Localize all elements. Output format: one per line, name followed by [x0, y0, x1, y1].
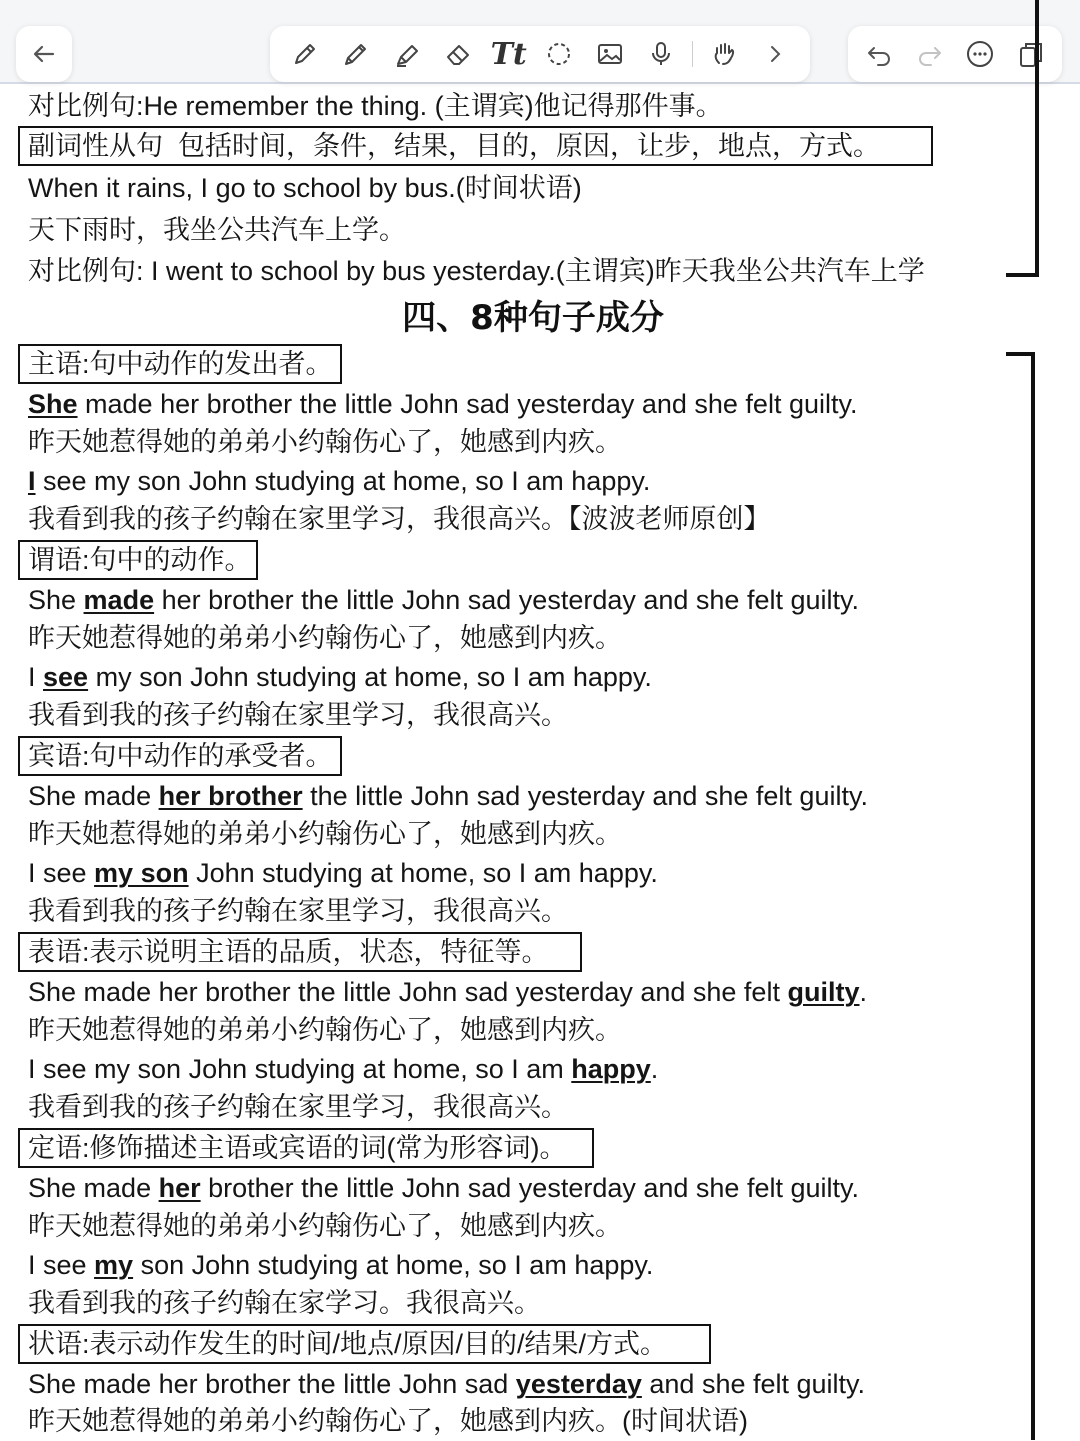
- predicative-example-2: I see my son John studying at home, so I am happy.: [28, 1054, 659, 1084]
- pencil-icon[interactable]: [336, 34, 376, 74]
- comparison-example-2: 对比例句: I went to school by bus yesterday.(主谓宾)昨天我坐公共汽车上学: [28, 256, 925, 286]
- text-icon[interactable]: [489, 34, 529, 74]
- pages-icon[interactable]: [1011, 34, 1051, 74]
- predicate-example-1: She made her brother the little John sad yesterday and she felt guilty.: [28, 585, 859, 615]
- eraser-icon[interactable]: [438, 34, 478, 74]
- adverbial-title: 状语:表示动作发生的时间/地点/原因/目的/结果/方式。: [28, 1329, 668, 1359]
- subject-translation-1: 昨天她惹得她的弟弟小约翰伤心了，她感到内疚。: [28, 427, 622, 457]
- chevron-right-icon[interactable]: [755, 34, 795, 74]
- attributive-title: 定语:修饰描述主语或宾语的词(常为形容词)。: [28, 1133, 567, 1163]
- highlight-word: my son: [94, 858, 189, 888]
- predicate-title: 谓语:句中的动作。: [28, 545, 252, 575]
- highlight-word: yesterday: [515, 1369, 642, 1399]
- example-chinese: 天下雨时，我坐公共汽车上学。: [28, 215, 406, 245]
- predicative-translation-2: 我看到我的孩子约翰在家里学习，我很高兴。: [28, 1092, 568, 1122]
- bracket-mark-bottom-head: [1006, 352, 1035, 356]
- object-example-1: She made her brother the little John sad yesterday and she felt guilty.: [28, 781, 868, 811]
- undo-icon[interactable]: [859, 34, 899, 74]
- microphone-icon[interactable]: [641, 34, 681, 74]
- document-actions: [848, 26, 1062, 82]
- adverbial-translation-1: 昨天她惹得她的弟弟小约翰伤心了，她感到内疚。(时间状语): [28, 1406, 748, 1436]
- highlight-word: see: [43, 662, 89, 692]
- highlight-word: my: [94, 1250, 134, 1280]
- predicative-title: 表语:表示说明主语的品质，状态，特征等。: [28, 937, 549, 967]
- highlight-word: happy: [571, 1054, 651, 1084]
- tool-separator: [692, 41, 693, 67]
- highlight-word: I: [28, 466, 36, 496]
- predicate-translation-2: 我看到我的孩子约翰在家里学习，我很高兴。: [28, 700, 568, 730]
- lasso-icon[interactable]: [539, 34, 579, 74]
- attributive-translation-2: 我看到我的孩子约翰在家学习。我很高兴。: [28, 1288, 541, 1318]
- image-icon[interactable]: [590, 34, 630, 74]
- object-translation-1: 昨天她惹得她的弟弟小约翰伤心了，她感到内疚。: [28, 819, 622, 849]
- adverbial-example-1: She made her brother the little John sad yesterday and she felt guilty.: [28, 1369, 866, 1399]
- predicative-translation-1: 昨天她惹得她的弟弟小约翰伤心了，她感到内疚。: [28, 1015, 622, 1045]
- subject-title: 主语:句中动作的发出者。: [28, 349, 333, 379]
- arrow-left-icon[interactable]: [24, 34, 64, 74]
- bracket-mark-top: [1035, 0, 1039, 277]
- text-tool-label: Tt: [490, 36, 527, 72]
- predicative-example-1: She made her brother the little John sad yesterday and she felt guilty.: [28, 977, 867, 1007]
- highlight-word: She: [28, 389, 78, 419]
- comparison-example: 对比例句:He remember the thing. (主谓宾)他记得那件事。: [28, 91, 723, 121]
- object-translation-2: 我看到我的孩子约翰在家里学习，我很高兴。: [28, 896, 568, 926]
- example-english: When it rains, I go to school by bus.(时间状语): [28, 173, 582, 203]
- object-title: 宾语:句中动作的承受者。: [28, 741, 333, 771]
- highlighter-icon[interactable]: [387, 34, 427, 74]
- highlight-word: her brother: [158, 781, 303, 811]
- section-heading: 四、8种句子成分: [402, 298, 664, 338]
- predicate-translation-1: 昨天她惹得她的弟弟小约翰伤心了，她感到内疚。: [28, 623, 622, 653]
- subject-example-2: I see my son John studying at home, so I am happy.: [28, 466, 651, 496]
- adverbial-clause-title: 副词性从句 包括时间，条件，结果，目的，原因，让步，地点，方式。: [28, 131, 881, 161]
- highlight-word: guilty: [787, 977, 860, 1007]
- attributive-translation-1: 昨天她惹得她的弟弟小约翰伤心了，她感到内疚。: [28, 1211, 622, 1241]
- highlight-word: made: [83, 585, 155, 615]
- bracket-mark-bottom: [1031, 352, 1035, 1440]
- hand-icon[interactable]: [704, 34, 744, 74]
- pen-icon[interactable]: [285, 34, 325, 74]
- attributive-example-2: I see my son John studying at home, so I am happy.: [28, 1250, 654, 1280]
- toolbar-divider: [0, 82, 1080, 84]
- subject-example-1: She made her brother the little John sad yesterday and she felt guilty.: [28, 389, 858, 419]
- highlight-word: her: [158, 1173, 201, 1203]
- tool-palette: [270, 26, 810, 82]
- attributive-example-1: She made her brother the little John sad yesterday and she felt guilty.: [28, 1173, 860, 1203]
- bracket-mark-top-foot: [1006, 273, 1039, 277]
- subject-translation-2: 我看到我的孩子约翰在家里学习，我很高兴。【波波老师原创】: [28, 504, 771, 534]
- more-icon[interactable]: [960, 34, 1000, 74]
- back-button[interactable]: [16, 26, 72, 82]
- predicate-example-2: I see my son John studying at home, so I am happy.: [28, 662, 652, 692]
- redo-icon[interactable]: [910, 34, 950, 74]
- object-example-2: I see my son John studying at home, so I am happy.: [28, 858, 658, 888]
